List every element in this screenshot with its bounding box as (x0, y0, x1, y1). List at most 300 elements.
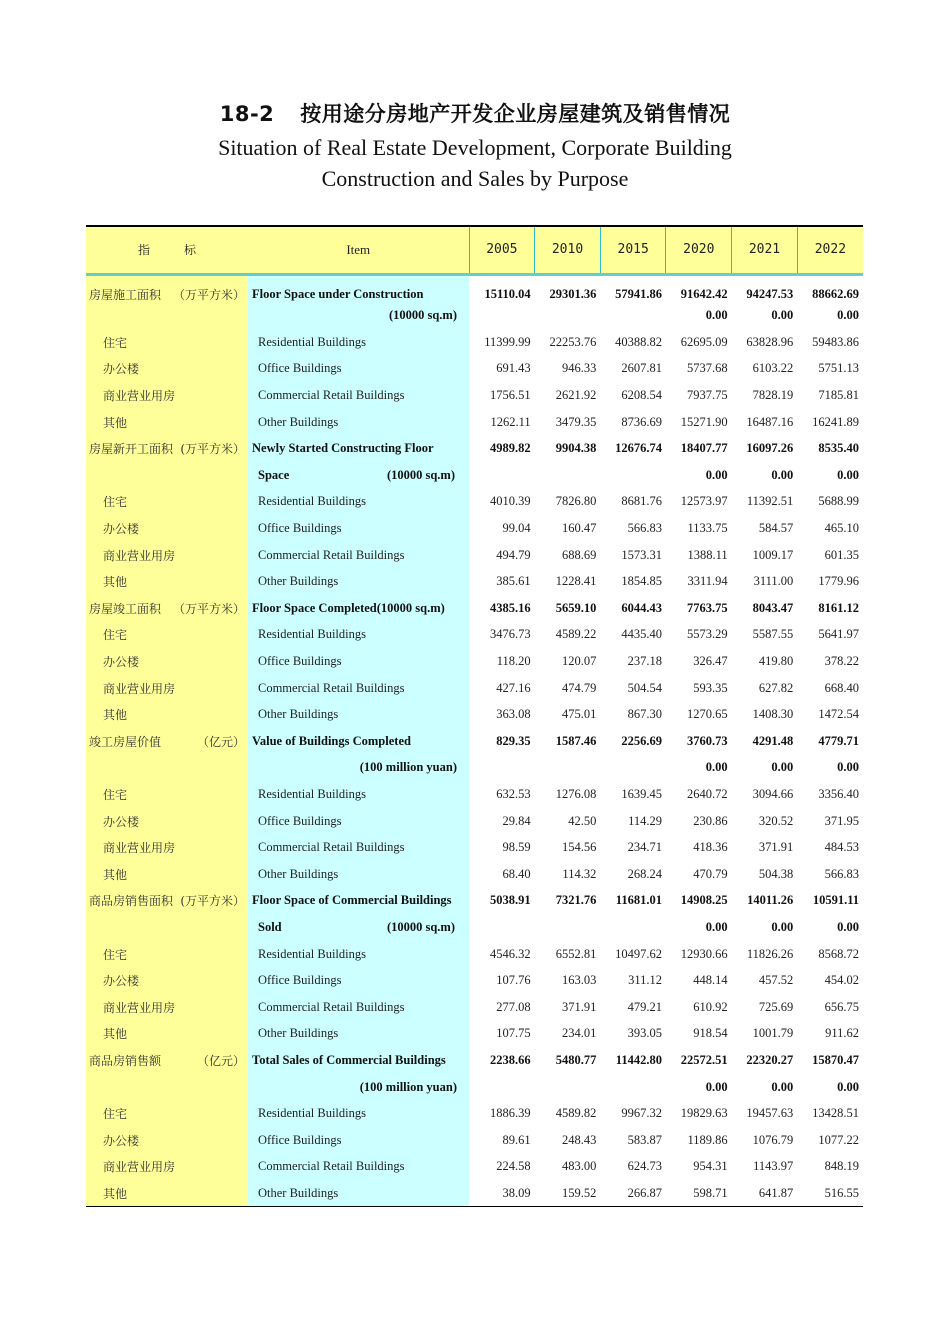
item-cell (248, 648, 469, 675)
value-cell-2015: 11681.01 (615, 893, 662, 908)
item-en: Other Buildings (258, 866, 339, 881)
value-cell-2005: 632.53 (496, 786, 531, 801)
indicator-cn: 其他 (103, 575, 128, 590)
indicator-cn: 商品房销售面积 (89, 894, 174, 909)
indicator-cell (86, 1100, 248, 1127)
value-cell-2021: 0.00 (771, 1079, 794, 1094)
indicator-cn: 商业营业用房 (103, 1000, 176, 1015)
value-cell-2020: 1189.86 (687, 1132, 728, 1147)
item-unit-en: (10000 sq.m) (386, 919, 456, 934)
item-cell (248, 914, 469, 941)
value-cell-2015: 2607.81 (621, 361, 662, 376)
value-cell-2022: 5641.97 (818, 627, 859, 642)
statistics-table (86, 225, 863, 1207)
item-cell (248, 834, 469, 861)
table-row (86, 941, 863, 968)
value-cell-2015: 266.87 (600, 1180, 666, 1207)
indicator-cell (86, 568, 248, 595)
value-cell-2010: 7826.80 (555, 494, 597, 509)
indicator-unit: （万平方米） (172, 287, 245, 302)
value-cell-2021: 63828.96 (746, 334, 794, 349)
value-cell-2020: 7763.75 (687, 600, 728, 615)
item-en: Office Buildings (258, 521, 342, 536)
item-en: Other Buildings (258, 707, 339, 722)
indicator-unit: （万平方米） (172, 601, 245, 616)
header-year: 2015 (600, 226, 666, 274)
value-cell-2022: 8535.40 (818, 441, 859, 456)
indicator-cell (86, 728, 248, 755)
item-cell (248, 861, 469, 888)
item-en: Other Buildings (258, 1185, 339, 1200)
value-cell-2015 (600, 914, 666, 941)
item-en: Value of Buildings Completed (252, 733, 411, 748)
value-cell-2015: 1639.45 (621, 786, 662, 801)
value-cell-2022: 848.19 (824, 1159, 859, 1174)
value-cell-2010: 4589.22 (555, 627, 597, 642)
value-cell-2022: 516.55 (797, 1180, 863, 1207)
item-en: Residential Buildings (258, 786, 366, 801)
indicator-cell (86, 382, 248, 409)
indicator-cn: 其他 (103, 415, 128, 430)
value-cell-2022: 668.40 (824, 680, 859, 695)
value-cell-2010: 7321.76 (555, 893, 597, 908)
item-cell (248, 941, 469, 968)
item-cell (248, 1127, 469, 1154)
indicator-cell (86, 595, 248, 622)
value-cell-2020: 91642.42 (680, 286, 728, 301)
item-en: Other Buildings (258, 414, 339, 429)
item-cell (248, 595, 469, 622)
item-en: Residential Buildings (258, 946, 366, 961)
item-en: Office Buildings (258, 1132, 342, 1147)
indicator-cell (86, 755, 248, 782)
item-cell (248, 1074, 469, 1101)
item-cell (248, 622, 469, 649)
item-en: Residential Buildings (258, 627, 366, 642)
value-cell-2022: 0.00 (837, 919, 859, 934)
value-cell-2022: 911.62 (825, 1026, 859, 1041)
value-cell-2021: 371.91 (758, 840, 794, 855)
value-cell-2005: 1262.11 (490, 414, 531, 429)
value-cell-2010: 474.79 (561, 680, 597, 695)
table-row (86, 515, 863, 542)
value-cell-2022: 5688.99 (818, 494, 859, 509)
indicator-unit: （亿元） (196, 734, 245, 749)
table-row (86, 888, 863, 915)
value-cell-2010: 946.33 (561, 361, 597, 376)
value-cell-2010: 163.03 (561, 973, 597, 988)
item-en: Office Buildings (258, 654, 342, 669)
table-row (86, 542, 863, 569)
indicator-cell (86, 409, 248, 436)
value-cell-2020: 1270.65 (687, 707, 728, 722)
value-cell-2022: 0.00 (837, 467, 859, 482)
value-cell-2015: 57941.86 (615, 286, 662, 301)
table-row (86, 595, 863, 622)
item-cell (248, 462, 469, 489)
value-cell-2021: 0.00 (771, 308, 794, 323)
indicator-cell (86, 435, 248, 462)
value-cell-2022: 15870.47 (812, 1052, 859, 1067)
value-cell-2005: 224.58 (496, 1159, 531, 1174)
table-row (86, 1047, 863, 1074)
value-cell-2020: 448.14 (693, 973, 728, 988)
table-row (86, 568, 863, 595)
value-cell-2021: 1408.30 (752, 707, 794, 722)
value-cell-2022: 566.83 (824, 866, 859, 881)
indicator-cell (86, 1154, 248, 1181)
item-en: Newly Started Constructing Floor (252, 441, 434, 456)
value-cell-2010: 29301.36 (549, 286, 597, 301)
indicator-cell (86, 967, 248, 994)
item-unit-en: (100 million yuan) (359, 1079, 458, 1094)
value-cell-2010: 2621.92 (555, 388, 597, 403)
value-cell-2005: 385.61 (496, 574, 531, 589)
item-en: Commercial Retail Buildings (258, 680, 405, 695)
value-cell-2021: 14011.26 (747, 893, 794, 908)
value-cell-2005: 107.76 (496, 973, 531, 988)
indicator-cell (86, 1021, 248, 1048)
value-cell-2005 (469, 914, 535, 941)
item-cell (248, 755, 469, 782)
value-cell-2021: 8043.47 (752, 600, 794, 615)
indicator-cell (86, 1180, 248, 1207)
value-cell-2021: 11392.51 (746, 494, 794, 509)
value-cell-2020: 5573.29 (687, 627, 728, 642)
value-cell-2021: 1001.79 (752, 1026, 794, 1041)
item-cell (248, 994, 469, 1021)
table-row (86, 356, 863, 383)
item-cell (248, 1100, 469, 1127)
value-cell-2020: 3311.94 (687, 574, 728, 589)
indicator-cell (86, 994, 248, 1021)
item-cell (248, 1047, 469, 1074)
value-cell-2020: 19829.63 (680, 1106, 728, 1121)
indicator-cn: 办公楼 (103, 362, 140, 377)
header-year: 2010 (535, 226, 601, 274)
value-cell-2020: 0.00 (705, 919, 728, 934)
value-cell-2015: 40388.82 (615, 334, 662, 349)
value-cell-2021: 584.57 (758, 521, 794, 536)
indicator-cn: 房屋新开工面积 (89, 442, 174, 457)
value-cell-2022: 59483.86 (812, 334, 859, 349)
value-cell-2010: 4589.82 (555, 1106, 597, 1121)
value-cell-2005 (469, 1074, 535, 1101)
value-cell-2015: 6208.54 (621, 388, 662, 403)
value-cell-2015: 624.73 (627, 1159, 662, 1174)
value-cell-2005 (469, 462, 535, 489)
indicator-cell (86, 329, 248, 356)
value-cell-2021: 16487.16 (746, 414, 794, 429)
value-cell-2005: 118.20 (496, 654, 531, 669)
indicator-cell (86, 888, 248, 915)
value-cell-2005: 38.09 (469, 1180, 535, 1207)
table-row (86, 303, 863, 330)
value-cell-2022: 8568.72 (818, 946, 859, 961)
value-cell-2020: 7937.75 (687, 388, 728, 403)
table-row (86, 462, 863, 489)
item-en: Other Buildings (258, 574, 339, 589)
value-cell-2020: 1133.75 (687, 521, 728, 536)
value-cell-2021: 419.80 (758, 654, 794, 669)
value-cell-2020: 0.00 (705, 308, 728, 323)
item-cell (248, 1021, 469, 1048)
value-cell-2020: 0.00 (705, 467, 728, 482)
item-cell (248, 781, 469, 808)
value-cell-2005: 829.35 (496, 733, 531, 748)
value-cell-2005: 277.08 (496, 999, 531, 1014)
value-cell-2005: 15110.04 (484, 286, 531, 301)
item-en: Commercial Retail Buildings (258, 999, 405, 1014)
value-cell-2020: 0.00 (705, 760, 728, 775)
item-cell (248, 568, 469, 595)
item-en: Residential Buildings (258, 1106, 366, 1121)
value-cell-2015 (600, 303, 666, 330)
value-cell-2010: 159.52 (535, 1180, 601, 1207)
table-row (86, 967, 863, 994)
indicator-cell (86, 1127, 248, 1154)
value-cell-2005: 4010.39 (490, 494, 531, 509)
item-cell (248, 382, 469, 409)
value-cell-2005: 1756.51 (490, 388, 531, 403)
value-cell-2022: 371.95 (824, 813, 859, 828)
item-en: Residential Buildings (258, 334, 366, 349)
item-en-continued: Space (258, 467, 290, 482)
value-cell-2010: 234.01 (561, 1026, 597, 1041)
item-cell (248, 329, 469, 356)
value-cell-2021: 320.52 (758, 813, 794, 828)
table-row (86, 274, 863, 303)
indicator-cell (86, 515, 248, 542)
indicator-cn: 其他 (103, 867, 128, 882)
value-cell-2020: 22572.51 (680, 1052, 728, 1067)
value-cell-2015: 8736.69 (621, 414, 662, 429)
value-cell-2015: 566.83 (627, 521, 662, 536)
value-cell-2005: 1886.39 (490, 1106, 531, 1121)
item-cell (248, 435, 469, 462)
value-cell-2010 (535, 462, 601, 489)
value-cell-2020: 15271.90 (680, 414, 728, 429)
value-cell-2015: 311.12 (628, 973, 662, 988)
table-header (86, 226, 863, 274)
value-cell-2021: 19457.63 (746, 1106, 794, 1121)
indicator-cell (86, 1074, 248, 1101)
table-row (86, 675, 863, 702)
item-en: Commercial Retail Buildings (258, 547, 405, 562)
value-cell-2020: 0.00 (705, 1079, 728, 1094)
value-cell-2010: 120.07 (561, 654, 597, 669)
value-cell-2005: 5038.91 (490, 893, 531, 908)
indicator-cn: 商品房销售额 (89, 1053, 162, 1068)
value-cell-2021: 7828.19 (752, 388, 794, 403)
value-cell-2022: 88662.69 (812, 286, 859, 301)
value-cell-2020: 598.71 (666, 1180, 732, 1207)
value-cell-2010: 6552.81 (555, 946, 597, 961)
value-cell-2015: 268.24 (627, 866, 662, 881)
value-cell-2020: 610.92 (693, 999, 728, 1014)
item-cell (248, 1180, 469, 1207)
value-cell-2021: 1143.97 (753, 1159, 794, 1174)
value-cell-2010: 42.50 (568, 813, 597, 828)
value-cell-2022: 465.10 (824, 521, 859, 536)
header-year: 2020 (666, 226, 732, 274)
table-row (86, 329, 863, 356)
table-row (86, 808, 863, 835)
table-row (86, 1127, 863, 1154)
value-cell-2022: 454.02 (824, 973, 859, 988)
value-cell-2005: 98.59 (502, 840, 531, 855)
value-cell-2015: 114.29 (628, 813, 662, 828)
value-cell-2010: 22253.76 (549, 334, 597, 349)
value-cell-2020: 954.31 (693, 1159, 728, 1174)
value-cell-2022: 601.35 (824, 547, 859, 562)
item-cell (248, 967, 469, 994)
value-cell-2021: 3111.00 (753, 574, 794, 589)
indicator-cn: 办公楼 (103, 1133, 140, 1148)
item-cell (248, 274, 469, 303)
value-cell-2022: 7185.81 (818, 388, 859, 403)
value-cell-2010: 475.01 (561, 707, 597, 722)
header-indicator: 指 标 (86, 226, 248, 274)
header-item: Item (248, 226, 469, 274)
value-cell-2022: 1779.96 (818, 574, 859, 589)
value-cell-2021: 1076.79 (752, 1132, 794, 1147)
table-row (86, 489, 863, 516)
value-cell-2015: 12676.74 (615, 441, 662, 456)
header-year: 2005 (469, 226, 535, 274)
item-cell (248, 489, 469, 516)
value-cell-2005: 11399.99 (484, 334, 531, 349)
indicator-cn: 其他 (103, 1027, 128, 1042)
value-cell-2015: 583.87 (627, 1132, 662, 1147)
indicator-cell (86, 489, 248, 516)
indicator-cn: 办公楼 (103, 974, 140, 989)
value-cell-2021: 0.00 (771, 467, 794, 482)
value-cell-2022: 378.22 (824, 654, 859, 669)
indicator-cn: 住宅 (103, 787, 128, 802)
value-cell-2020: 593.35 (693, 680, 728, 695)
table-row (86, 409, 863, 436)
indicator-cn: 住宅 (103, 495, 128, 510)
value-cell-2020: 14908.25 (680, 893, 728, 908)
item-cell (248, 728, 469, 755)
item-en: Residential Buildings (258, 494, 366, 509)
value-cell-2015: 1573.31 (621, 547, 662, 562)
item-en: Floor Space Completed(10000 sq.m) (252, 600, 445, 615)
value-cell-2005: 89.61 (502, 1132, 531, 1147)
indicator-unit: (万平方米） (180, 442, 245, 457)
item-en: Total Sales of Commercial Buildings (252, 1052, 446, 1067)
value-cell-2010 (535, 1074, 601, 1101)
value-cell-2010 (535, 303, 601, 330)
table-row (86, 701, 863, 728)
item-en: Office Buildings (258, 973, 342, 988)
value-cell-2021: 504.38 (758, 866, 794, 881)
page-title-chinese (0, 98, 950, 128)
table-row (86, 914, 863, 941)
value-cell-2022: 16241.89 (812, 414, 859, 429)
value-cell-2005: 691.43 (496, 361, 531, 376)
table-row (86, 435, 863, 462)
item-cell (248, 515, 469, 542)
value-cell-2021: 22320.27 (746, 1052, 794, 1067)
indicator-cell (86, 356, 248, 383)
item-cell (248, 701, 469, 728)
value-cell-2010: 248.43 (561, 1132, 597, 1147)
value-cell-2010: 1228.41 (555, 574, 597, 589)
value-cell-2022: 0.00 (837, 760, 859, 775)
indicator-cell (86, 1047, 248, 1074)
value-cell-2021: 11826.26 (746, 946, 794, 961)
item-en: Commercial Retail Buildings (258, 388, 405, 403)
value-cell-2022: 1472.54 (818, 707, 859, 722)
value-cell-2010: 371.91 (561, 999, 597, 1014)
value-cell-2015: 9967.32 (621, 1106, 662, 1121)
value-cell-2015 (600, 1074, 666, 1101)
indicator-cn: 商业营业用房 (103, 681, 176, 696)
value-cell-2022: 10591.11 (812, 893, 859, 908)
page-title-english-line-1: Situation of Real Estate Development, Corporate Building (218, 135, 732, 160)
value-cell-2005: 494.79 (496, 547, 531, 562)
value-cell-2022: 484.53 (824, 840, 859, 855)
value-cell-2020: 918.54 (693, 1026, 728, 1041)
item-cell (248, 675, 469, 702)
value-cell-2005: 363.08 (496, 707, 531, 722)
value-cell-2021: 3094.66 (752, 786, 794, 801)
value-cell-2021: 457.52 (758, 973, 794, 988)
value-cell-2021: 0.00 (771, 760, 794, 775)
table-number: 18-2 (219, 102, 275, 126)
title-chinese-text: 按用途分房地产开发企业房屋建筑及销售情况 (300, 102, 731, 126)
value-cell-2015: 8681.76 (621, 494, 662, 509)
value-cell-2020: 326.47 (693, 654, 728, 669)
value-cell-2015 (600, 755, 666, 782)
value-cell-2010: 3479.35 (555, 414, 597, 429)
value-cell-2010: 9904.38 (555, 441, 597, 456)
value-cell-2022: 656.75 (824, 999, 859, 1014)
value-cell-2010: 114.32 (562, 866, 597, 881)
value-cell-2020: 1388.11 (687, 547, 728, 562)
value-cell-2021: 5587.55 (752, 627, 794, 642)
indicator-cn: 房屋施工面积 (89, 287, 162, 302)
table-row (86, 1074, 863, 1101)
item-unit-en: (100 million yuan) (359, 760, 458, 775)
value-cell-2005: 4989.82 (490, 441, 531, 456)
value-cell-2010: 160.47 (561, 521, 597, 536)
header-year: 2022 (797, 226, 863, 274)
value-cell-2010 (535, 914, 601, 941)
value-cell-2020: 3760.73 (687, 733, 728, 748)
value-cell-2022: 13428.51 (812, 1106, 859, 1121)
indicator-cn: 其他 (103, 1186, 128, 1201)
item-unit-en: (10000 sq.m) (388, 308, 458, 323)
table-row (86, 648, 863, 675)
value-cell-2021: 627.82 (758, 680, 794, 695)
value-cell-2005: 29.84 (502, 813, 531, 828)
item-en: Commercial Retail Buildings (258, 840, 405, 855)
indicator-cell (86, 861, 248, 888)
indicator-cn: 商业营业用房 (103, 841, 176, 856)
table-row (86, 382, 863, 409)
value-cell-2015: 6044.43 (621, 600, 662, 615)
value-cell-2015: 11442.80 (615, 1052, 662, 1067)
item-en: Other Buildings (258, 1026, 339, 1041)
indicator-cn: 办公楼 (103, 655, 140, 670)
indicator-cn: 商业营业用房 (103, 548, 176, 563)
value-cell-2020: 18407.77 (680, 441, 728, 456)
value-cell-2020: 12573.97 (680, 494, 728, 509)
indicator-cell (86, 462, 248, 489)
